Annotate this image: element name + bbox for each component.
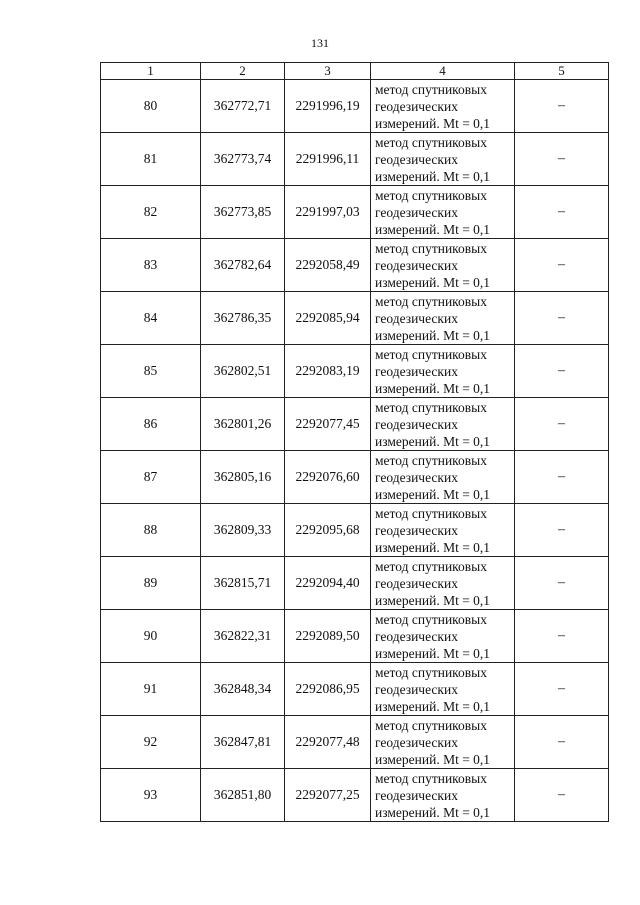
x-coordinate-cell: 362805,16 xyxy=(201,451,285,504)
column-header-2: 2 xyxy=(201,63,285,80)
point-number-cell: 81 xyxy=(101,133,201,186)
table-row xyxy=(101,292,609,345)
method-line: геодезических xyxy=(375,257,458,273)
y-coordinate-cell: 2292094,40 xyxy=(285,557,371,610)
point-number-cell: 83 xyxy=(101,239,201,292)
note-cell: – xyxy=(515,451,609,504)
method-line: геодезических xyxy=(375,204,458,220)
method-line: метод спутниковых xyxy=(375,717,487,733)
method-cell xyxy=(371,186,515,239)
method-line: измерений. Mt = 0,1 xyxy=(375,486,491,502)
point-number-cell: 88 xyxy=(101,504,201,557)
method-cell xyxy=(371,610,515,663)
point-number-cell: 82 xyxy=(101,186,201,239)
y-coordinate-cell: 2292077,45 xyxy=(285,398,371,451)
method-cell xyxy=(371,398,515,451)
point-number-cell: 84 xyxy=(101,292,201,345)
method-line: метод спутниковых xyxy=(375,346,487,362)
method-line: метод спутниковых xyxy=(375,664,487,680)
method-line: метод спутниковых xyxy=(375,187,487,203)
column-header-1: 1 xyxy=(101,63,201,80)
note-cell: – xyxy=(515,398,609,451)
y-coordinate-cell: 2292089,50 xyxy=(285,610,371,663)
method-line: геодезических xyxy=(375,469,458,485)
y-coordinate-cell: 2292095,68 xyxy=(285,504,371,557)
note-cell: – xyxy=(515,186,609,239)
method-line: метод спутниковых xyxy=(375,770,487,786)
table-row xyxy=(101,716,609,769)
y-coordinate-cell: 2291997,03 xyxy=(285,186,371,239)
method-line: измерений. Mt = 0,1 xyxy=(375,274,491,290)
y-coordinate-cell: 2292083,19 xyxy=(285,345,371,398)
method-line: геодезических xyxy=(375,310,458,326)
table-row xyxy=(101,769,609,822)
method-line: измерений. Mt = 0,1 xyxy=(375,433,491,449)
point-number-cell: 93 xyxy=(101,769,201,822)
method-line: геодезических xyxy=(375,681,458,697)
table-row xyxy=(101,504,609,557)
method-line: измерений. Mt = 0,1 xyxy=(375,168,491,184)
method-line: метод спутниковых xyxy=(375,399,487,415)
x-coordinate-cell: 362801,26 xyxy=(201,398,285,451)
table-row xyxy=(101,451,609,504)
method-line: геодезических xyxy=(375,98,458,114)
method-cell xyxy=(371,504,515,557)
coordinates-table xyxy=(100,62,609,822)
method-line: геодезических xyxy=(375,628,458,644)
method-line: метод спутниковых xyxy=(375,81,487,97)
point-number-cell: 90 xyxy=(101,610,201,663)
x-coordinate-cell: 362822,31 xyxy=(201,610,285,663)
y-coordinate-cell: 2292077,25 xyxy=(285,769,371,822)
method-line: измерений. Mt = 0,1 xyxy=(375,592,491,608)
note-cell: – xyxy=(515,769,609,822)
method-line: геодезических xyxy=(375,363,458,379)
point-number-cell: 91 xyxy=(101,663,201,716)
method-line: измерений. Mt = 0,1 xyxy=(375,698,491,714)
table-row xyxy=(101,239,609,292)
method-line: измерений. Mt = 0,1 xyxy=(375,804,491,820)
note-cell: – xyxy=(515,663,609,716)
method-cell xyxy=(371,345,515,398)
table-row xyxy=(101,133,609,186)
method-cell xyxy=(371,133,515,186)
method-cell xyxy=(371,451,515,504)
method-line: измерений. Mt = 0,1 xyxy=(375,380,491,396)
method-line: измерений. Mt = 0,1 xyxy=(375,221,491,237)
y-coordinate-cell: 2292085,94 xyxy=(285,292,371,345)
point-number-cell: 87 xyxy=(101,451,201,504)
table-row xyxy=(101,345,609,398)
method-line: измерений. Mt = 0,1 xyxy=(375,751,491,767)
page-number: 131 xyxy=(311,36,329,50)
y-coordinate-cell: 2292077,48 xyxy=(285,716,371,769)
x-coordinate-cell: 362809,33 xyxy=(201,504,285,557)
note-cell: – xyxy=(515,504,609,557)
x-coordinate-cell: 362786,35 xyxy=(201,292,285,345)
method-cell xyxy=(371,557,515,610)
method-cell xyxy=(371,80,515,133)
method-line: метод спутниковых xyxy=(375,293,487,309)
x-coordinate-cell: 362847,81 xyxy=(201,716,285,769)
x-coordinate-cell: 362772,71 xyxy=(201,80,285,133)
note-cell: – xyxy=(515,610,609,663)
table-row xyxy=(101,557,609,610)
point-number-cell: 80 xyxy=(101,80,201,133)
y-coordinate-cell: 2291996,19 xyxy=(285,80,371,133)
method-line: метод спутниковых xyxy=(375,452,487,468)
point-number-cell: 92 xyxy=(101,716,201,769)
method-line: метод спутниковых xyxy=(375,240,487,256)
note-cell: – xyxy=(515,239,609,292)
method-line: геодезических xyxy=(375,787,458,803)
table-body xyxy=(101,80,609,822)
table-row xyxy=(101,80,609,133)
method-line: геодезических xyxy=(375,522,458,538)
y-coordinate-cell: 2292086,95 xyxy=(285,663,371,716)
method-line: измерений. Mt = 0,1 xyxy=(375,115,491,131)
note-cell: – xyxy=(515,557,609,610)
note-cell: – xyxy=(515,345,609,398)
method-line: метод спутниковых xyxy=(375,134,487,150)
x-coordinate-cell: 362782,64 xyxy=(201,239,285,292)
point-number-cell: 89 xyxy=(101,557,201,610)
column-header-4: 4 xyxy=(371,63,515,80)
note-cell: – xyxy=(515,80,609,133)
method-cell xyxy=(371,769,515,822)
method-line: геодезических xyxy=(375,575,458,591)
method-line: измерений. Mt = 0,1 xyxy=(375,327,491,343)
note-cell: – xyxy=(515,133,609,186)
table-header-row xyxy=(101,63,609,80)
column-header-3: 3 xyxy=(285,63,371,80)
y-coordinate-cell: 2292058,49 xyxy=(285,239,371,292)
note-cell: – xyxy=(515,292,609,345)
method-cell xyxy=(371,239,515,292)
method-cell xyxy=(371,292,515,345)
y-coordinate-cell: 2292076,60 xyxy=(285,451,371,504)
method-line: метод спутниковых xyxy=(375,558,487,574)
table-row xyxy=(101,610,609,663)
x-coordinate-cell: 362773,74 xyxy=(201,133,285,186)
method-line: измерений. Mt = 0,1 xyxy=(375,539,491,555)
method-line: геодезических xyxy=(375,734,458,750)
x-coordinate-cell: 362802,51 xyxy=(201,345,285,398)
table-row xyxy=(101,186,609,239)
x-coordinate-cell: 362773,85 xyxy=(201,186,285,239)
method-line: геодезических xyxy=(375,151,458,167)
method-line: метод спутниковых xyxy=(375,611,487,627)
column-header-5: 5 xyxy=(515,63,609,80)
x-coordinate-cell: 362815,71 xyxy=(201,557,285,610)
method-cell xyxy=(371,716,515,769)
x-coordinate-cell: 362848,34 xyxy=(201,663,285,716)
table-row xyxy=(101,663,609,716)
note-cell: – xyxy=(515,716,609,769)
point-number-cell: 86 xyxy=(101,398,201,451)
method-cell xyxy=(371,663,515,716)
method-line: измерений. Mt = 0,1 xyxy=(375,645,491,661)
point-number-cell: 85 xyxy=(101,345,201,398)
table-row xyxy=(101,398,609,451)
y-coordinate-cell: 2291996,11 xyxy=(285,133,371,186)
x-coordinate-cell: 362851,80 xyxy=(201,769,285,822)
method-line: метод спутниковых xyxy=(375,505,487,521)
method-line: геодезических xyxy=(375,416,458,432)
